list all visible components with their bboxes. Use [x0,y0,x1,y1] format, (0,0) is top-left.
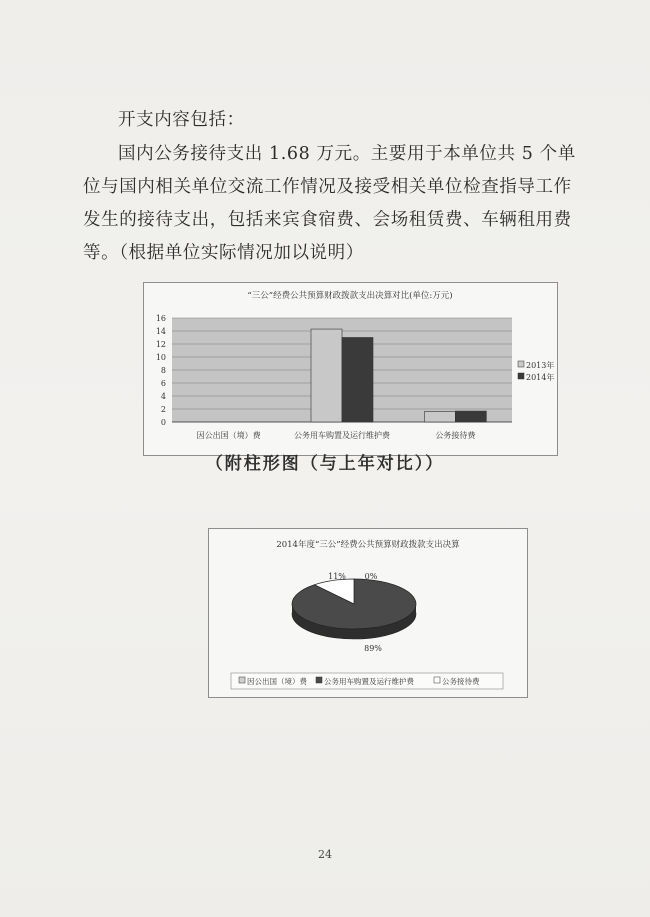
pie-data-label: 89% [364,644,382,653]
pie-chart-frame [208,528,528,698]
pie-data-label: 0% [364,572,378,581]
figure-caption: （附柱形图（与上年对比）） [205,454,445,474]
bar [342,338,373,423]
x-tick-label: 公务用车购置及运行维护费 [294,431,390,440]
x-tick-label: 公务接待费 [435,431,476,440]
y-tick-label: 8 [160,366,166,375]
legend-label: 公务用车购置及运行维护费 [324,677,414,686]
pie-chart-title: 2014年度“三公”经费公共预算财政拨款支出决算 [276,540,460,550]
x-tick-label: 因公出国（境）费 [196,431,261,440]
pie-chart [209,529,527,697]
bar [424,412,455,422]
y-tick-label: 4 [160,392,166,401]
legend-swatch [518,361,524,367]
bar-chart-title: “三公”经费公共预算财政拨款支出决算对比(单位:万元) [247,291,453,301]
legend-label: 2014年 [526,373,555,382]
bar-chart-frame [143,282,558,456]
y-tick-label: 12 [155,340,166,349]
legend-swatch [434,677,440,683]
legend-label: 公务接待费 [442,677,480,686]
y-tick-label: 6 [160,379,166,388]
pie-data-label: 11% [328,572,346,581]
bar [455,411,486,422]
legend-swatch [239,677,245,683]
body-paragraph: 国内公务接待支出 1.68 万元。主要用于本单位共 5 个单位与国内相关单位交流工作情况及接受相关单位检查指导工作发生的接待支出，包括来宾食宿费、会场租赁费、车辆租用费等。（根据单位实际情况加以说明） [83,144,576,263]
y-tick-label: 16 [155,314,166,323]
section-heading: 开支内容包括： [118,110,245,130]
y-tick-label: 14 [155,327,166,336]
page-number: 24 [318,848,332,861]
legend-swatch [518,373,524,379]
y-tick-label: 2 [160,405,166,414]
y-tick-label: 0 [160,418,166,427]
bar-chart [144,283,557,455]
legend-swatch [316,677,322,683]
y-tick-label: 10 [155,353,166,362]
bar [311,329,342,422]
legend-label: 2013年 [526,361,555,370]
legend-label: 因公出国（境）费 [247,677,307,686]
